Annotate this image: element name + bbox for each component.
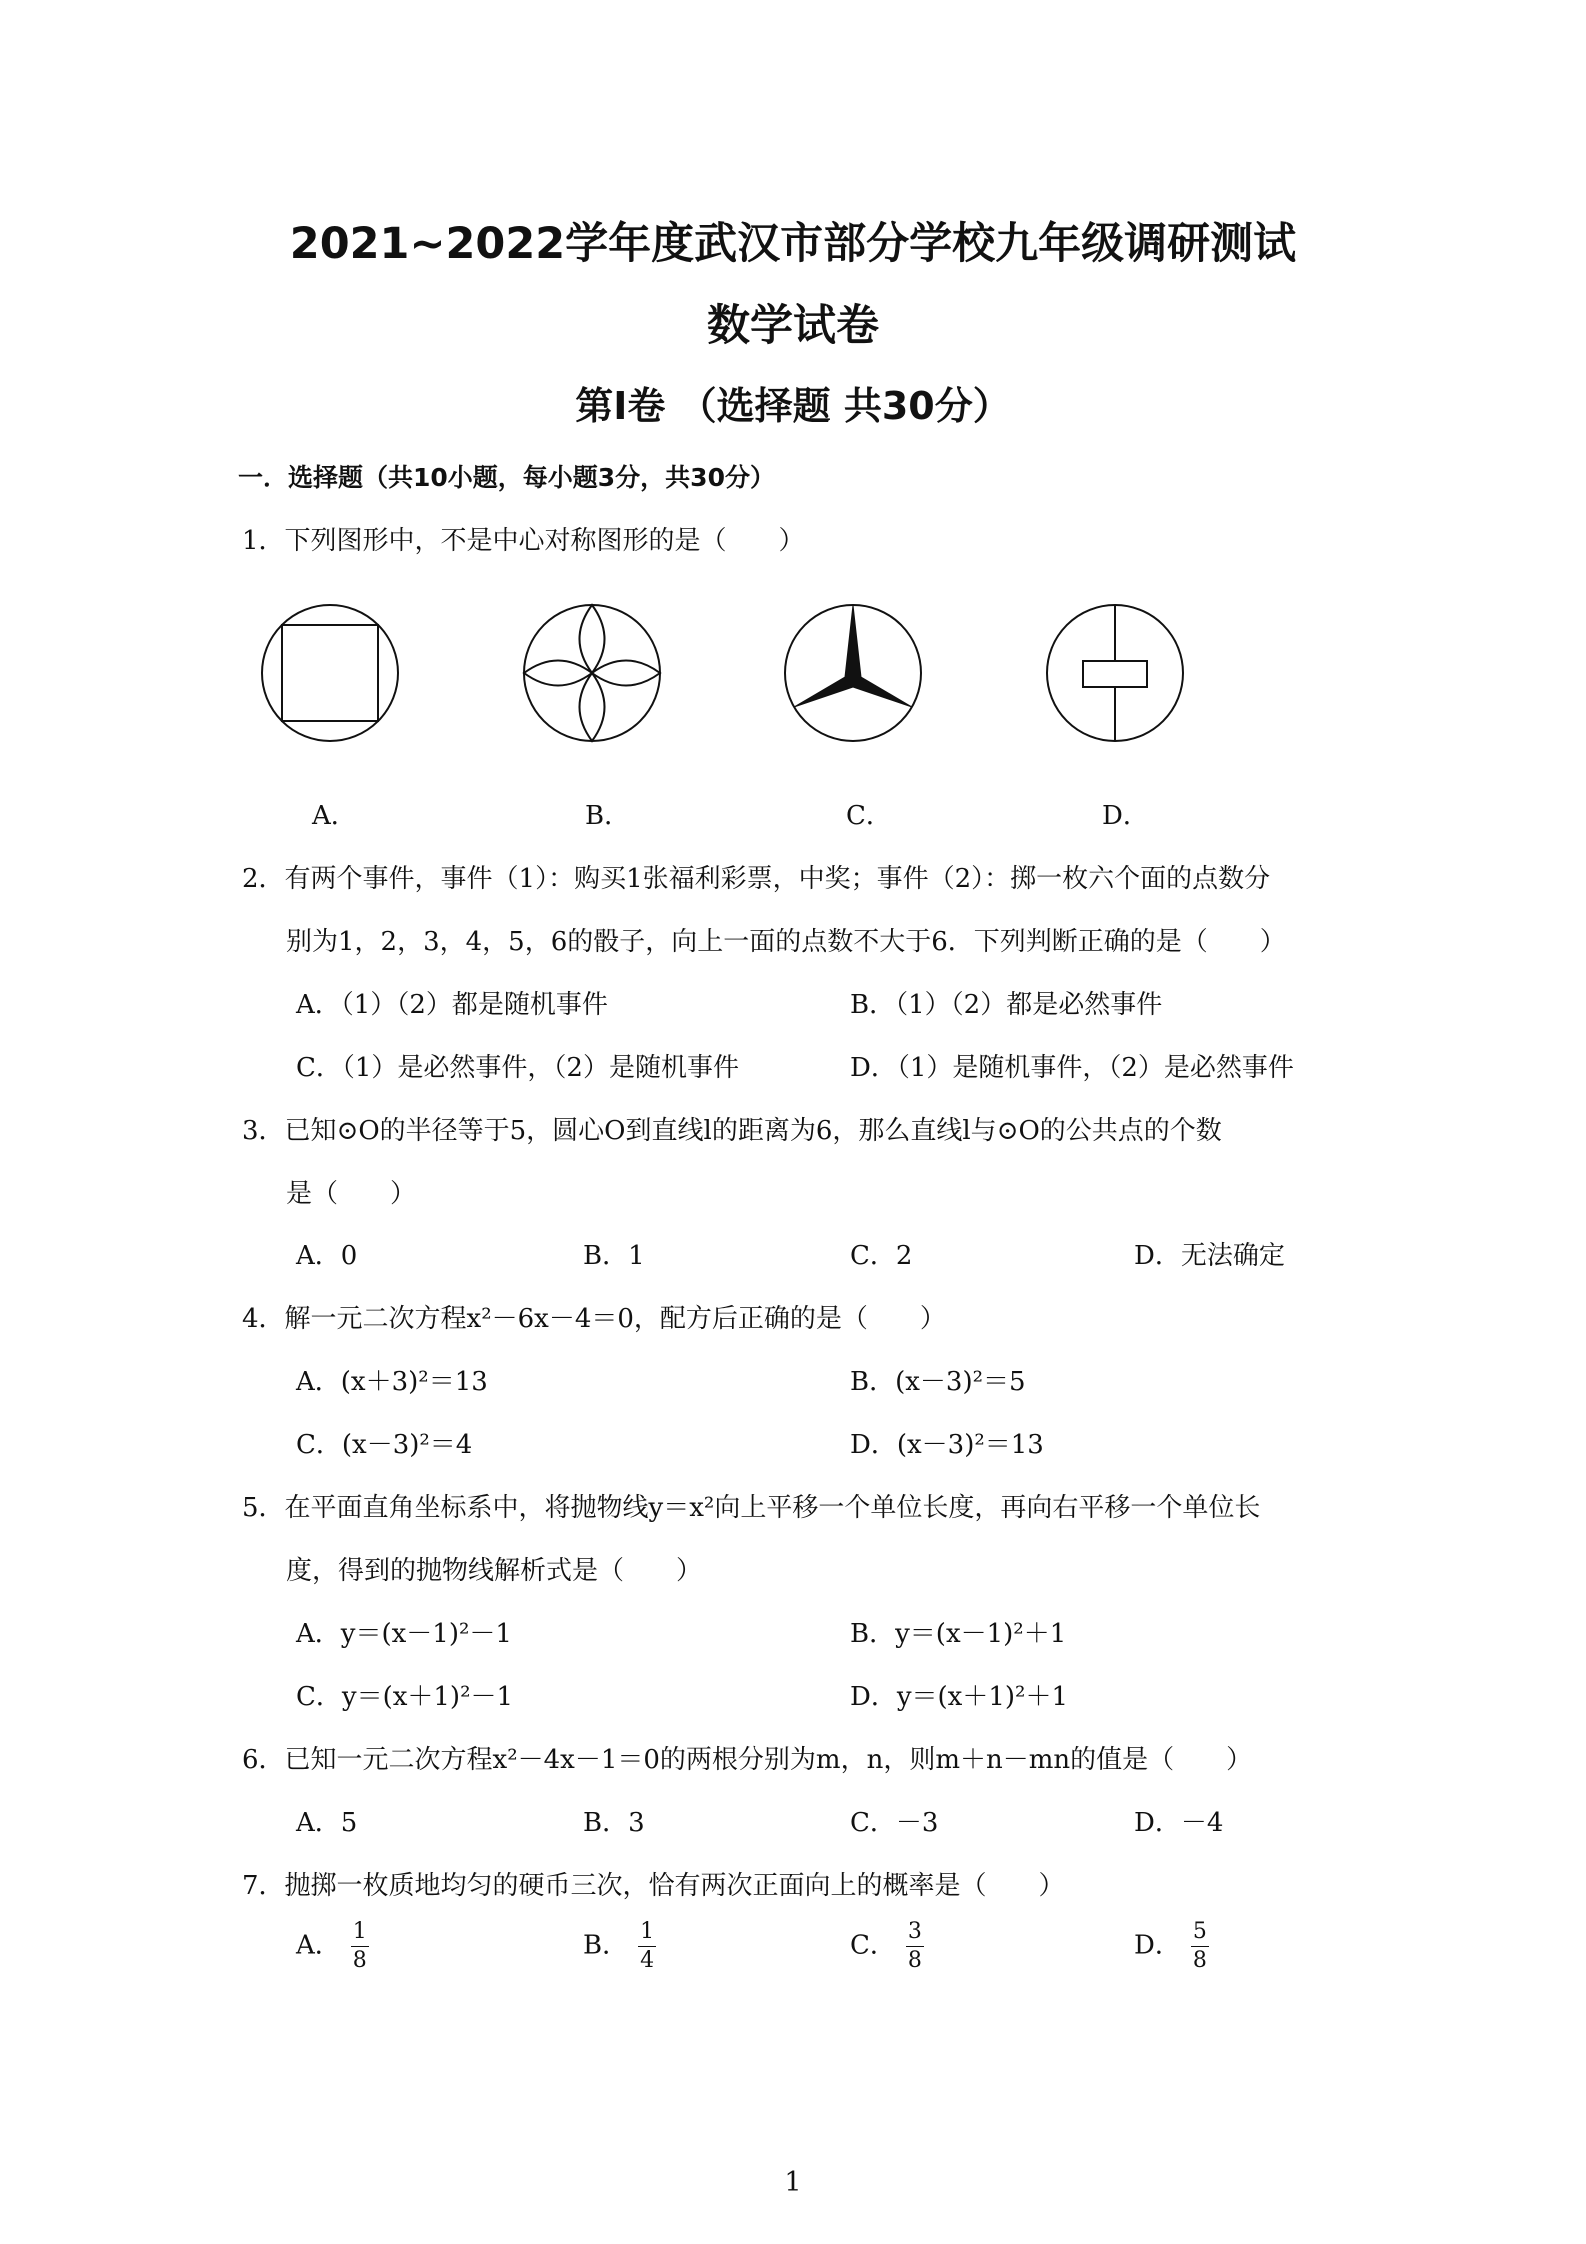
question-5-stem-line1: 5．在平面直角坐标系中，将抛物线y＝x²向上平移一个单位长度，再向右平移一个单位长 xyxy=(242,1493,1261,1523)
question-4-stem: 4．解一元二次方程x²－6x－4＝0，配方后正确的是（ ） xyxy=(242,1304,946,1334)
fraction-bar xyxy=(638,1946,656,1947)
question-2-option-d: D．（1）是随机事件，（2）是必然事件 xyxy=(850,1053,1294,1083)
figure-label-a: A． xyxy=(312,801,357,831)
question-4-option-b: B．(x－3)²＝5 xyxy=(850,1367,1026,1397)
question-6-option-a: A．5 xyxy=(296,1808,358,1838)
fraction-bar xyxy=(906,1946,924,1947)
question-3-stem-line1: 3．已知⊙O的半径等于5，圆心O到直线l的距离为6，那么直线l与⊙O的公共点的个数 xyxy=(242,1116,1222,1146)
numerator: 3 xyxy=(907,1919,922,1944)
question-4-option-a: A．(x＋3)²＝13 xyxy=(296,1367,488,1397)
question-2-option-b: B．（1）（2）都是必然事件 xyxy=(850,990,1163,1020)
question-7-stem: 7．抛掷一枚质地均匀的硬币三次，恰有两次正面向上的概率是（ ） xyxy=(242,1871,1065,1901)
figure-d-circle-rect xyxy=(1040,598,1190,748)
question-2-option-c: C．（1）是必然事件，（2）是随机事件 xyxy=(296,1053,739,1083)
figure-label-d: D． xyxy=(1102,801,1149,831)
fraction xyxy=(1191,1920,1209,1973)
question-5-option-c: C．y＝(x＋1)²－1 xyxy=(296,1682,514,1712)
question-3-option-b: B．1 xyxy=(583,1241,645,1271)
section-heading: 一．选择题（共10小题，每小题3分，共30分） xyxy=(238,463,775,492)
question-2-stem-line2: 别为1，2，3，4，5，6的骰子，向上一面的点数不大于6．下列判断正确的是（ ） xyxy=(286,927,1286,957)
question-3-option-d: D．无法确定 xyxy=(1134,1241,1285,1271)
question-3-option-c: C．2 xyxy=(850,1241,913,1271)
fraction-bar xyxy=(1191,1946,1209,1947)
figure-c-circle-tristar xyxy=(778,598,928,748)
question-6-option-c: C．－3 xyxy=(850,1808,939,1838)
denominator: 8 xyxy=(1192,1948,1207,1974)
figure-a-circle-square xyxy=(255,598,405,748)
exam-title: 2021~2022学年度武汉市部分学校九年级调研测试 xyxy=(289,219,1297,269)
question-3-option-a: A．0 xyxy=(296,1241,358,1271)
numerator: 5 xyxy=(1192,1919,1207,1944)
fraction-bar xyxy=(351,1946,369,1947)
question-4-option-d: D．(x－3)²＝13 xyxy=(850,1430,1044,1460)
question-7-option-d xyxy=(1134,1920,1209,1973)
figure-b-circle-petals xyxy=(517,598,667,748)
question-2-stem-line1: 2．有两个事件，事件（1）：购买1张福利彩票，中奖；事件（2）：掷一枚六个面的点数分 xyxy=(242,864,1271,894)
fraction xyxy=(351,1920,369,1973)
question-3-stem-line2: 是（ ） xyxy=(286,1179,417,1209)
question-7-option-b xyxy=(583,1920,656,1973)
option-label: B． xyxy=(583,1930,629,1961)
question-5-option-a: A．y＝(x－1)²－1 xyxy=(296,1619,512,1649)
question-6-option-d: D．－4 xyxy=(1134,1808,1224,1838)
question-7-option-a xyxy=(296,1920,369,1973)
figure-label-c: C． xyxy=(846,801,892,831)
option-label: C． xyxy=(850,1930,896,1961)
question-6-stem: 6．已知一元二次方程x²－4x－1＝0的两根分别为m，n，则m＋n－mn的值是（ ） xyxy=(242,1745,1253,1775)
question-7-option-c xyxy=(850,1920,924,1973)
question-6-option-b: B．3 xyxy=(583,1808,645,1838)
figure-label-b: B． xyxy=(585,801,631,831)
question-5-stem-line2: 度，得到的抛物线解析式是（ ） xyxy=(286,1556,703,1586)
numerator: 1 xyxy=(352,1919,367,1944)
page-number: 1 xyxy=(784,2167,802,2198)
fraction xyxy=(906,1920,924,1973)
question-5-option-b: B．y＝(x－1)²＋1 xyxy=(850,1619,1067,1649)
fraction xyxy=(638,1920,656,1973)
question-4-option-c: C．(x－3)²＝4 xyxy=(296,1430,473,1460)
question-5-option-d: D．y＝(x＋1)²＋1 xyxy=(850,1682,1068,1712)
numerator: 1 xyxy=(640,1919,655,1944)
option-label: A． xyxy=(296,1930,341,1961)
question-2-option-a: A．（1）（2）都是随机事件 xyxy=(296,990,608,1020)
denominator: 8 xyxy=(352,1948,367,1974)
option-label: D． xyxy=(1134,1930,1181,1961)
denominator: 4 xyxy=(640,1948,655,1974)
question-1-stem: 1．下列图形中，不是中心对称图形的是（ ） xyxy=(242,526,805,556)
exam-subtitle: 数学试卷 xyxy=(707,301,879,351)
denominator: 8 xyxy=(907,1948,922,1974)
volume-title: 第Ⅰ卷 （选择题 共30分） xyxy=(575,384,1011,428)
